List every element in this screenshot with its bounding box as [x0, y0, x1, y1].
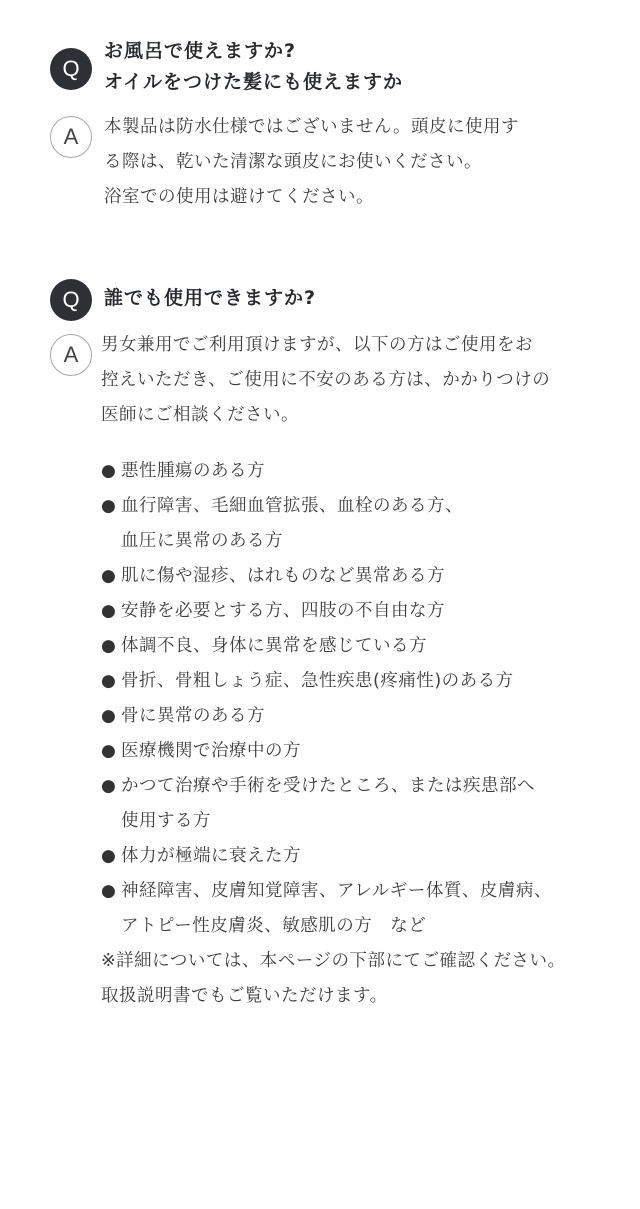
note-line: ※詳細については、本ページの下部にてご確認ください。: [101, 951, 566, 971]
answer-line: 浴室での使用は避けてください。: [104, 187, 374, 207]
answer-line: 控えいただき、ご使用に不安のある方は、かかりつけの: [101, 370, 551, 390]
list-item: [101, 734, 611, 769]
answer-text: [104, 110, 604, 215]
list-item-text: 血行障害、毛細血管拡張、血栓のある方、: [121, 496, 463, 516]
bullet-icon: ●: [101, 496, 117, 516]
list-item-text: 体力が極端に衰えた方: [121, 846, 301, 866]
list-item-text: 悪性腫瘍のある方: [121, 461, 265, 481]
list-item: [101, 699, 611, 734]
list-item-text: 医療機関で治療中の方: [121, 741, 301, 761]
list-item: [101, 839, 611, 874]
question-badge: Q: [50, 48, 92, 90]
bullet-icon: ●: [101, 846, 117, 866]
question-text: [104, 283, 604, 314]
list-item: [101, 664, 611, 699]
list-item: [101, 489, 611, 559]
bullet-icon: ●: [101, 706, 117, 726]
bullet-icon: ●: [101, 566, 117, 586]
notes: [101, 944, 611, 1014]
question-line: オイルをつけた髪にも使えますか: [104, 71, 404, 93]
answer-text: [101, 328, 611, 1014]
list-item: [101, 594, 611, 629]
list-item: [101, 874, 611, 944]
list-item-text: 体調不良、身体に異常を感じている方: [121, 636, 427, 656]
answer-badge: A: [50, 334, 92, 376]
list-item: [101, 769, 611, 839]
list-item-text: 神経障害、皮膚知覚障害、アレルギー体質、皮膚病、: [121, 881, 552, 901]
bullet-icon: ●: [101, 601, 117, 621]
list-item-text: 骨折、骨粗しょう症、急性疾患(疼痛性)のある方: [121, 671, 514, 691]
list-item-text: 肌に傷や湿疹、はれものなど異常ある方: [121, 566, 445, 586]
bullet-icon: ●: [101, 671, 117, 691]
question-badge: Q: [50, 279, 92, 321]
bullet-icon: ●: [101, 636, 117, 656]
bullet-icon: ●: [101, 461, 117, 481]
list-item: [101, 629, 611, 664]
list-item-text: 使用する方: [121, 811, 211, 831]
list-item: [101, 559, 611, 594]
answer-line: る際は、乾いた清潔な頭皮にお使いください。: [104, 152, 482, 172]
note-line: 取扱説明書でもご覧いただけます。: [101, 986, 388, 1006]
answer-line: 男女兼用でご利用頂けますが、以下の方はご使用をお: [101, 335, 533, 355]
answer-badge: A: [50, 116, 92, 158]
list-item-text: 骨に異常のある方: [121, 706, 265, 726]
question-line: お風呂で使えますか?: [104, 40, 297, 62]
list-item-text: 血圧に異常のある方: [121, 531, 283, 551]
bullet-icon: ●: [101, 776, 117, 796]
list-item-text: かつて治療や手術を受けたところ、または疾患部へ: [121, 776, 535, 796]
list-item-text: アトピー性皮膚炎、敏感肌の方 など: [121, 916, 427, 936]
contraindication-list: [101, 454, 611, 944]
bullet-icon: ●: [101, 881, 117, 901]
question-line: 誰でも使用できますか?: [104, 287, 317, 309]
bullet-icon: ●: [101, 741, 117, 761]
list-item-text: 安静を必要とする方、四肢の不自由な方: [121, 601, 445, 621]
answer-line: 医師にご相談ください。: [101, 405, 299, 425]
list-item: [101, 454, 611, 489]
question-text: [104, 36, 604, 98]
answer-line: 本製品は防水仕様ではございません。頭皮に使用す: [104, 117, 520, 137]
